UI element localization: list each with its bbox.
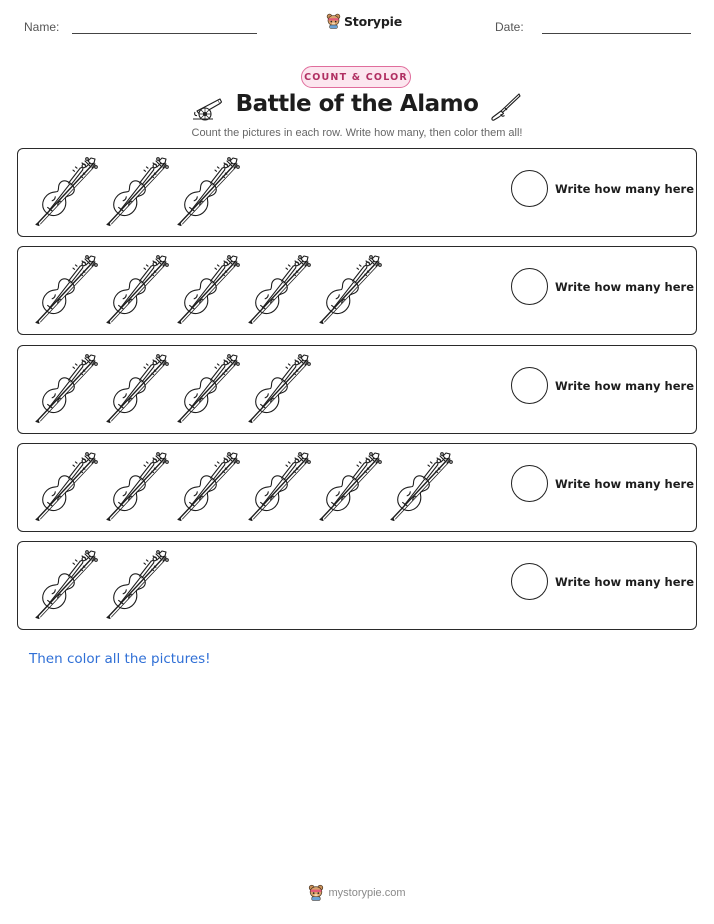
answer-circle[interactable] [511, 465, 548, 502]
violin-icon[interactable] [101, 155, 172, 227]
violin-icon[interactable] [30, 548, 101, 620]
date-label: Date: [495, 20, 524, 34]
answer-circle[interactable] [511, 367, 548, 404]
bear-mascot-icon [326, 13, 341, 29]
violin-icon[interactable] [101, 253, 172, 325]
row-pictures [30, 253, 385, 325]
row-pictures [30, 548, 172, 620]
worksheet-title: Battle of the Alamo [235, 91, 479, 117]
violin-icon[interactable] [101, 548, 172, 620]
count-row [17, 148, 697, 237]
brand-name: Storypie [344, 13, 402, 29]
row-pictures [30, 155, 243, 227]
violin-icon[interactable] [101, 352, 172, 424]
instructions: Count the pictures in each row. Write how many, then color them all! [191, 127, 523, 139]
violin-icon[interactable] [385, 450, 456, 522]
count-row [17, 443, 697, 532]
name-field[interactable] [72, 33, 257, 34]
violin-icon[interactable] [243, 352, 314, 424]
count-row [17, 541, 697, 630]
violin-icon[interactable] [30, 450, 101, 522]
answer-label: Write how many here [555, 477, 694, 491]
count-and-color-badge: COUNT & COLOR [301, 66, 411, 88]
violin-icon[interactable] [243, 253, 314, 325]
violin-icon[interactable] [314, 450, 385, 522]
violin-icon[interactable] [172, 450, 243, 522]
answer-label: Write how many here [555, 575, 694, 589]
date-field[interactable] [542, 33, 691, 34]
violin-icon[interactable] [172, 253, 243, 325]
violin-icon[interactable] [243, 450, 314, 522]
violin-icon[interactable] [101, 450, 172, 522]
count-row [17, 246, 697, 335]
answer-label: Write how many here [555, 280, 694, 294]
name-label: Name: [24, 20, 60, 34]
row-pictures [30, 450, 456, 522]
violin-icon[interactable] [314, 253, 385, 325]
row-pictures [30, 352, 314, 424]
brand [326, 13, 402, 29]
answer-circle[interactable] [511, 563, 548, 600]
violin-icon[interactable] [30, 253, 101, 325]
bear-mascot-icon [308, 884, 324, 901]
answer-circle[interactable] [511, 268, 548, 305]
count-row [17, 345, 697, 434]
violin-icon[interactable] [30, 155, 101, 227]
footer [0, 884, 714, 901]
answer-label: Write how many here [555, 379, 694, 393]
violin-icon[interactable] [30, 352, 101, 424]
footer-site: mystorypie.com [328, 886, 406, 899]
answer-label: Write how many here [555, 182, 694, 196]
title-row [0, 90, 714, 126]
violin-icon[interactable] [172, 155, 243, 227]
violin-icon[interactable] [172, 352, 243, 424]
worksheet-header [0, 0, 714, 50]
rifle-icon [489, 92, 521, 122]
answer-circle[interactable] [511, 170, 548, 207]
color-instruction: Then color all the pictures! [29, 651, 211, 667]
